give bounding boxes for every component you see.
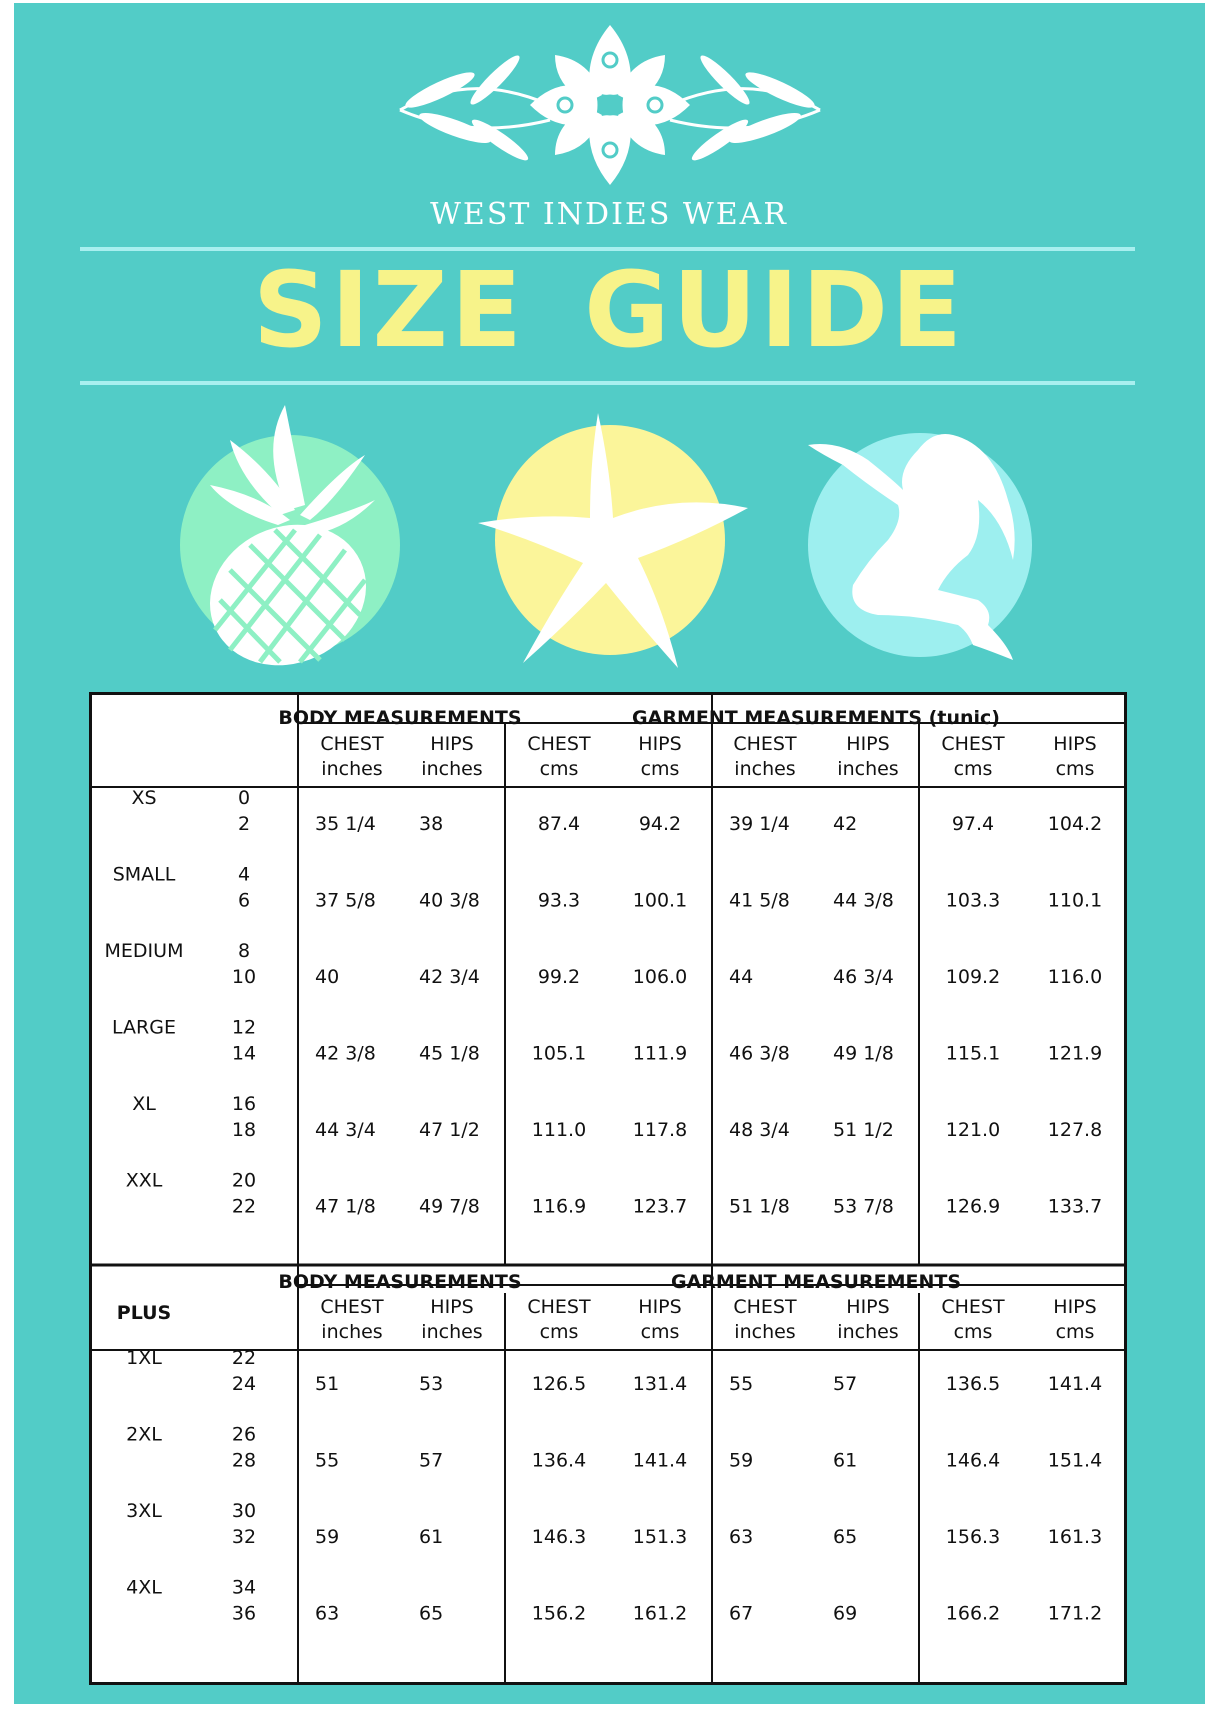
- size-label: 1XL: [126, 1347, 162, 1369]
- measurement-cell: 121.0: [945, 1119, 1001, 1141]
- measurement-cell: 116.0: [1047, 966, 1103, 988]
- measurement-cell: 111.9: [632, 1042, 688, 1065]
- size-number: 6: [237, 889, 251, 912]
- size-label: XXL: [125, 1169, 163, 1192]
- measurement-cell: 63: [315, 1602, 340, 1625]
- measurement-cell: 141.4: [632, 1449, 688, 1472]
- page-title: SIZE GUIDE: [252, 249, 966, 371]
- size-number: 20: [231, 1169, 257, 1192]
- size-number: 14: [231, 1042, 257, 1065]
- measurement-cell: 61: [419, 1526, 444, 1548]
- column-header-unit: inches: [837, 758, 899, 780]
- measurement-cell: 156.3: [945, 1526, 1001, 1548]
- size-label: 2XL: [126, 1423, 162, 1446]
- size-number: 30: [231, 1500, 257, 1522]
- measurement-cell: 161.2: [632, 1602, 688, 1625]
- column-header: CHEST: [733, 733, 797, 755]
- size-table: [89, 692, 1127, 1685]
- column-header-unit: inches: [734, 758, 796, 780]
- column-header: CHEST: [527, 733, 591, 755]
- garment-measurements-header: GARMENT MEASUREMENTS: [670, 1271, 962, 1293]
- measurement-cell: 151.3: [632, 1526, 688, 1548]
- size-number: 34: [231, 1576, 257, 1599]
- measurement-cell: 46 3/4: [833, 966, 894, 988]
- measurement-cell: 146.4: [945, 1449, 1001, 1472]
- column-header: HIPS: [430, 1296, 474, 1318]
- measurement-cell: 126.5: [531, 1373, 587, 1395]
- measurement-cell: 117.8: [632, 1119, 688, 1141]
- measurement-cell: 46 3/8: [729, 1042, 790, 1065]
- size-label: XL: [132, 1093, 156, 1115]
- measurement-cell: 146.3: [531, 1526, 587, 1548]
- measurement-cell: 37 5/8: [315, 889, 376, 912]
- starfish-icon: [478, 408, 753, 673]
- measurement-cell: 123.7: [632, 1195, 688, 1218]
- measurement-cell: 87.4: [537, 813, 581, 835]
- garment-measurements-header: GARMENT MEASUREMENTS (tunic): [632, 707, 1000, 729]
- measurement-cell: 47 1/8: [315, 1195, 376, 1218]
- plus-label: PLUS: [116, 1302, 172, 1324]
- measurement-cell: 136.5: [945, 1373, 1001, 1395]
- measurement-cell: 109.2: [945, 966, 1001, 988]
- body-measurements-header: BODY MEASUREMENTS: [278, 707, 522, 729]
- measurement-cell: 69: [833, 1602, 858, 1625]
- column-header: HIPS: [638, 1296, 682, 1318]
- measurement-cell: 151.4: [1047, 1449, 1103, 1472]
- measurement-cell: 127.8: [1047, 1119, 1103, 1141]
- measurement-cell: 156.2: [531, 1602, 587, 1625]
- column-header-unit: cms: [1055, 1321, 1095, 1343]
- measurement-cell: 44 3/8: [833, 889, 894, 912]
- measurement-cell: 49 7/8: [419, 1195, 480, 1218]
- size-number: 26: [231, 1423, 257, 1446]
- size-number: 22: [231, 1347, 257, 1369]
- size-number: 0: [237, 787, 251, 809]
- column-header: CHEST: [733, 1296, 797, 1318]
- measurement-cell: 35 1/4: [315, 813, 376, 835]
- measurement-cell: 48 3/4: [729, 1119, 790, 1141]
- column-header-unit: inches: [321, 758, 383, 780]
- column-header: HIPS: [430, 733, 474, 755]
- measurement-cell: 93.3: [537, 889, 581, 912]
- column-header: CHEST: [527, 1296, 591, 1318]
- measurement-cell: 116.9: [531, 1195, 587, 1218]
- bottom-divider: [80, 381, 1135, 385]
- measurement-cell: 42 3/4: [419, 966, 480, 988]
- measurement-cell: 104.2: [1047, 813, 1103, 835]
- measurement-cell: 57: [833, 1373, 858, 1395]
- brand-name: WEST INDIES WEAR: [430, 197, 788, 232]
- size-label: 3XL: [126, 1500, 162, 1522]
- measurement-cell: 45 1/8: [419, 1042, 480, 1065]
- column-header: HIPS: [1053, 733, 1097, 755]
- size-label: 4XL: [126, 1576, 162, 1599]
- measurement-cell: 106.0: [632, 966, 688, 988]
- measurement-cell: 65: [419, 1602, 444, 1625]
- measurement-cell: 67: [729, 1602, 754, 1625]
- measurement-cell: 38: [419, 813, 444, 835]
- column-header-unit: cms: [1055, 758, 1095, 780]
- column-header-unit: cms: [640, 758, 680, 780]
- measurement-cell: 53 7/8: [833, 1195, 894, 1218]
- measurement-cell: 103.3: [945, 889, 1001, 912]
- measurement-cell: 61: [833, 1449, 858, 1472]
- size-number: 24: [231, 1373, 257, 1395]
- measurement-cell: 65: [833, 1526, 858, 1548]
- column-header-unit: inches: [421, 1321, 483, 1343]
- measurement-cell: 111.0: [531, 1119, 587, 1141]
- column-header: CHEST: [320, 733, 384, 755]
- measurement-cell: 59: [729, 1449, 754, 1472]
- size-number: 16: [231, 1093, 257, 1115]
- size-label: SMALL: [112, 863, 176, 886]
- size-number: 22: [231, 1195, 257, 1218]
- column-header-unit: inches: [734, 1321, 796, 1343]
- pineapple-icon: [170, 400, 420, 675]
- measurement-cell: 51 1/8: [729, 1195, 790, 1218]
- size-number: 12: [231, 1016, 257, 1039]
- measurement-cell: 161.3: [1047, 1526, 1103, 1548]
- measurement-cell: 44: [729, 966, 754, 988]
- column-header: CHEST: [941, 1296, 1005, 1318]
- size-number: 28: [231, 1449, 257, 1472]
- size-number: 10: [231, 966, 257, 988]
- measurement-cell: 166.2: [945, 1602, 1001, 1625]
- measurement-cell: 110.1: [1047, 889, 1103, 912]
- measurement-cell: 94.2: [638, 813, 682, 835]
- mermaid-icon: [808, 410, 1033, 675]
- column-header: HIPS: [846, 1296, 890, 1318]
- measurement-cell: 133.7: [1047, 1195, 1103, 1218]
- size-number: 32: [231, 1526, 257, 1548]
- measurement-cell: 131.4: [632, 1373, 688, 1395]
- measurement-cell: 97.4: [951, 813, 995, 835]
- measurement-cell: 47 1/2: [419, 1119, 480, 1141]
- measurement-cell: 49 1/8: [833, 1042, 894, 1065]
- measurement-cell: 42 3/8: [315, 1042, 376, 1065]
- column-header: HIPS: [1053, 1296, 1097, 1318]
- floral-logo-icon: [380, 10, 840, 195]
- size-number: 4: [237, 863, 251, 886]
- measurement-cell: 57: [419, 1449, 444, 1472]
- column-header: HIPS: [846, 733, 890, 755]
- measurement-cell: 42: [833, 813, 858, 835]
- measurement-cell: 115.1: [945, 1042, 1001, 1065]
- body-measurements-header: BODY MEASUREMENTS: [278, 1271, 522, 1293]
- measurement-cell: 40: [315, 966, 340, 988]
- measurement-cell: 51 1/2: [833, 1119, 894, 1141]
- measurement-cell: 121.9: [1047, 1042, 1103, 1065]
- column-header-unit: cms: [640, 1321, 680, 1343]
- measurement-cell: 55: [729, 1373, 754, 1395]
- column-header: HIPS: [638, 733, 682, 755]
- size-number: 2: [237, 813, 251, 835]
- measurement-cell: 63: [729, 1526, 754, 1548]
- measurement-cell: 41 5/8: [729, 889, 790, 912]
- measurement-cell: 59: [315, 1526, 340, 1548]
- measurement-cell: 99.2: [537, 966, 581, 988]
- size-label: XS: [131, 787, 157, 809]
- column-header: CHEST: [941, 733, 1005, 755]
- column-header-unit: cms: [539, 758, 579, 780]
- measurement-cell: 141.4: [1047, 1373, 1103, 1395]
- measurement-cell: 51: [315, 1373, 340, 1395]
- measurement-cell: 126.9: [945, 1195, 1001, 1218]
- size-label: LARGE: [112, 1016, 176, 1039]
- column-header-unit: inches: [421, 758, 483, 780]
- column-header-unit: cms: [953, 758, 993, 780]
- measurement-cell: 53: [419, 1373, 444, 1395]
- measurement-cell: 171.2: [1047, 1602, 1103, 1625]
- size-table-grid: [92, 695, 1124, 1682]
- column-header-unit: inches: [321, 1321, 383, 1343]
- column-header-unit: inches: [837, 1321, 899, 1343]
- column-header-unit: cms: [953, 1321, 993, 1343]
- column-header-unit: cms: [539, 1321, 579, 1343]
- size-label: MEDIUM: [104, 940, 184, 962]
- measurement-cell: 136.4: [531, 1449, 587, 1472]
- column-header: CHEST: [320, 1296, 384, 1318]
- measurement-cell: 55: [315, 1449, 340, 1472]
- measurement-cell: 44 3/4: [315, 1119, 376, 1141]
- measurement-cell: 39 1/4: [729, 813, 790, 835]
- size-number: 36: [231, 1602, 257, 1625]
- size-number: 8: [237, 940, 251, 962]
- size-number: 18: [231, 1119, 257, 1141]
- measurement-cell: 100.1: [632, 889, 688, 912]
- measurement-cell: 105.1: [531, 1042, 587, 1065]
- measurement-cell: 40 3/8: [419, 889, 480, 912]
